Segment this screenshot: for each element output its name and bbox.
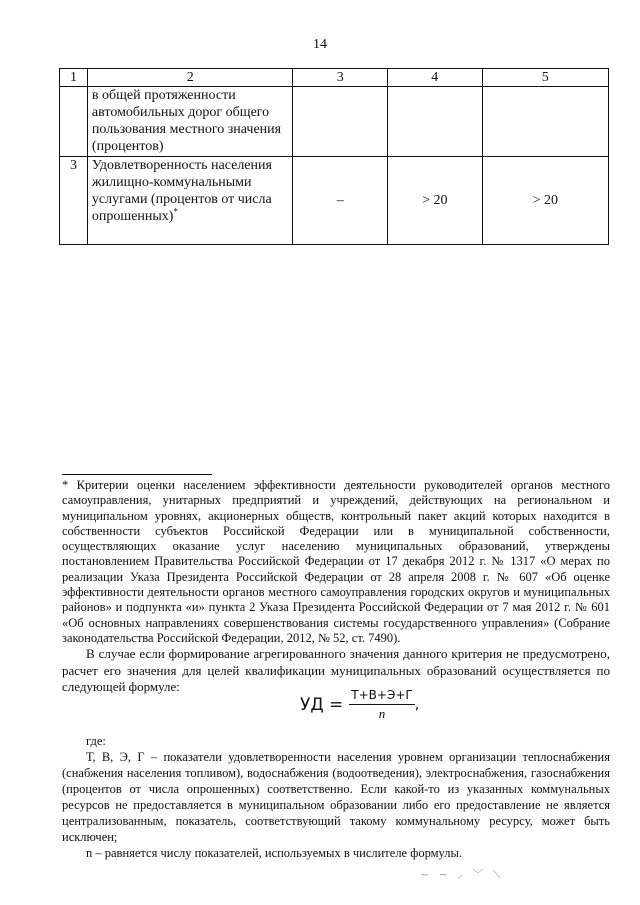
formula-numerator: Т+В+Э+Г [349,688,414,705]
row-value-3: – [293,157,388,245]
formula-denominator: n [378,706,386,721]
row-indicator-text: в общей протяженности автомобильных дорог общего пользования местного значения (процентов) [87,87,293,157]
handwritten-mark: ~ ~ ⸝ ﹀ ⟍ [420,868,504,881]
header-cell-5: 5 [482,69,608,87]
row-indicator-text: Удовлетворенность населения жилищно-коммунальными услугами (процентов от числа опрошенных) [91,158,272,224]
formula-fraction [349,688,414,722]
header-cell-1: 1 [60,69,88,87]
header-cell-4: 4 [387,69,482,87]
footnote-text: * Критерии оценки населением эффективности деятельности руководителей органов местного самоуправления, унитарных предприятий и учреждений, действующих на региональном и муниципальном уровнях, акционерных обществ, контрольный пакет акций которых находится в собственности субъектов Российской Федерации или в муниципальной собственности, осуществляющих оказание услуг населению муниципальных образований, утверждены постановлением Правительства Российской Федерации от 17 декабря 2012 г. № 1317 «О мерах по реализации Указа Президента Российской Федерации от 28 апреля 2008 г. № 607 «Об оценке эффективности деятельности органов местного самоуправления городских округов и муниципальных районов» и подпункта «и» пункта 2 Указа Президента Российской Федерации от 7 мая 2012 г. № 601 «Об основных направлениях совершенствования системы государственного управления» (Собрание законодательства Российской Федерации, 2012, № 52, ст. 7490). [62,478,610,645]
definition-item: Т, В, Э, Г – показатели удовлетворенности населения уровнем организации теплоснабжения (снабжения населения топливом), водоснабжения (водоотведения), электроснабжения, газоснабжения (процентов от числа опрошенных) соответственно. Если какой-то из указанных коммунальных ресурсов не предоставляется в муниципальном образовании либо его предоставление не является централизованным, показатель, соответствующий такому коммунальному ресурсу, может быть исключен; [62,750,610,844]
formula-tail: , [414,697,420,713]
table-row [60,157,609,245]
row-number-cell: 3 [60,157,88,245]
row-value-4 [387,87,482,157]
table-header-row [60,69,609,87]
page-number: 14 [313,37,327,52]
definition-item: n – равняется числу показателей, используемых в числителе формулы. [86,846,463,860]
row-indicator-cell [87,157,293,245]
where-label: где: [86,734,106,748]
row-value-5: > 20 [482,157,608,245]
table-row [60,87,609,157]
row-value-5 [482,87,608,157]
formula-lhs: УД = [300,695,344,715]
header-cell-3: 3 [293,69,388,87]
row-number-cell [60,87,88,157]
body-paragraph: В случае если формирование агрегированного значения данного критерия не предусмотрено, расчет его значения для целей квалификации муниципальных образований осуществляется по следующей формуле: [62,646,610,694]
row-value-3 [293,87,388,157]
formula [300,688,419,722]
footnote-mark: * [173,206,178,217]
row-value-4: > 20 [387,157,482,245]
header-cell-2: 2 [87,69,293,87]
definitions-block [62,733,610,861]
criteria-table [59,68,609,245]
footnote-separator [62,474,212,475]
